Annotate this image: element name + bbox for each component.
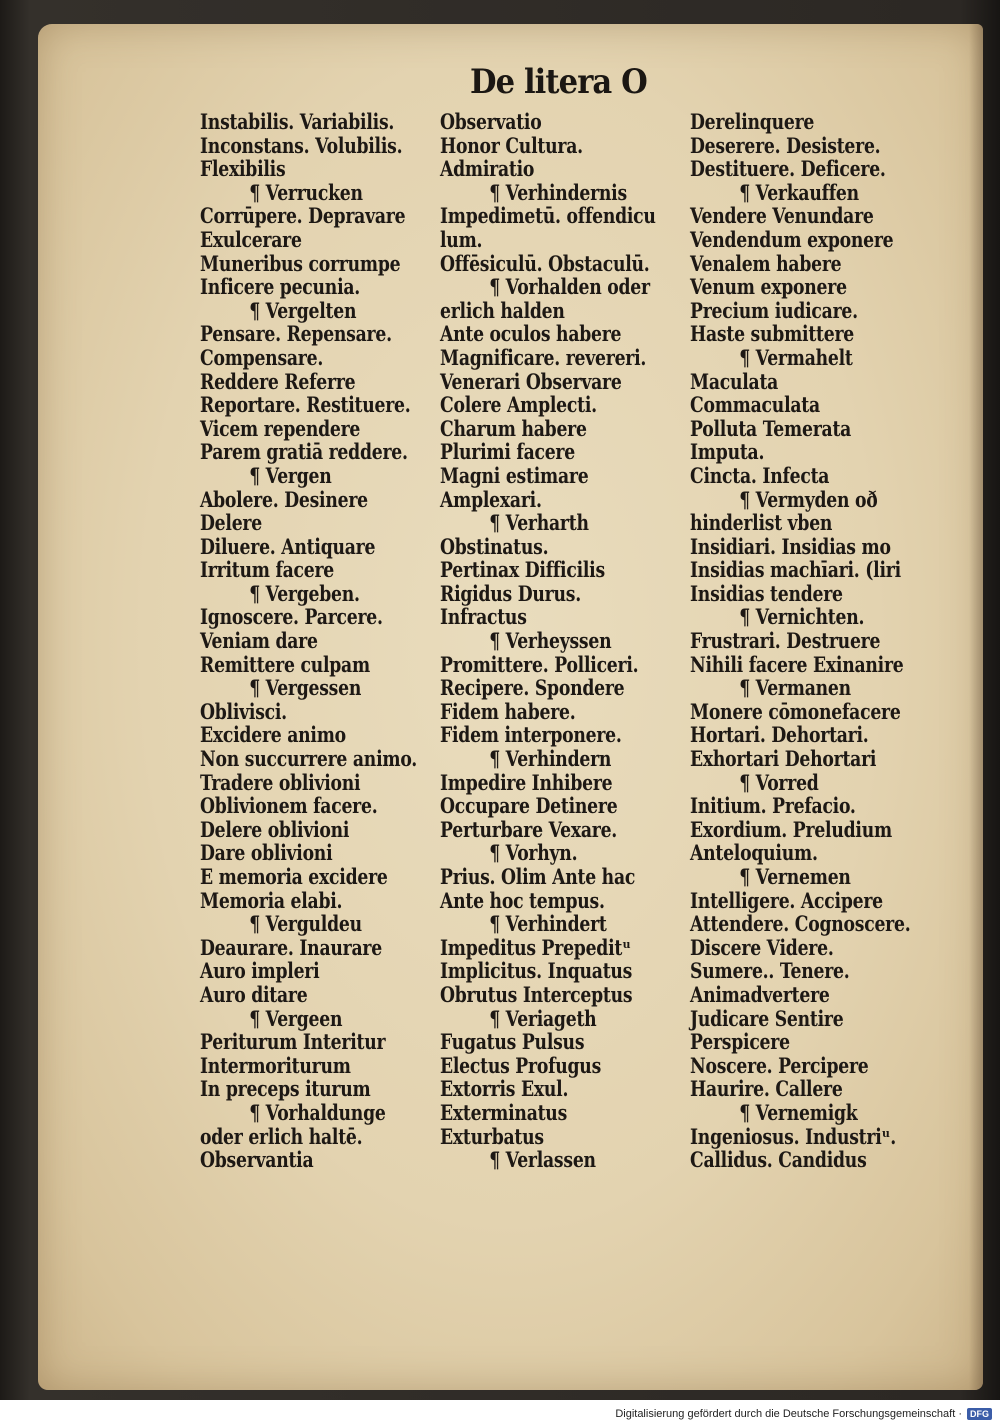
entry-heading: ¶ Verheyssen: [489, 628, 612, 654]
entry-line: Maculata: [690, 368, 779, 394]
entry-line: Inficere pecunia.: [200, 274, 361, 300]
entry-line: Intermoriturum: [200, 1052, 351, 1078]
entry-line: Initium. Prefacio.: [690, 793, 856, 819]
entry-line: Non succurrere animo.: [200, 746, 418, 772]
entry-line: Exulcerare: [200, 226, 302, 252]
page-edge-shadow: [969, 24, 983, 1390]
column-2: [440, 110, 688, 1172]
entry-line: Oblivionem facere.: [200, 793, 378, 819]
entry-line: Tradere oblivioni: [200, 769, 361, 795]
entry-line: Rigidus Durus.: [440, 580, 581, 606]
entry-line: Colere Amplecti.: [440, 392, 597, 418]
entry-line: Flexibilis: [200, 156, 286, 182]
entry-line: Auro ditare: [200, 981, 308, 1007]
entry-line: Attendere. Cognoscere.: [690, 911, 911, 937]
entry-line: Auro impleri: [200, 958, 320, 984]
entry-line: Intelligere. Accipere: [690, 887, 883, 913]
entry-line: Venum exponere: [690, 274, 847, 300]
entry-line: Exordium. Preludium: [690, 816, 892, 842]
entry-heading: ¶ Vergessen: [249, 675, 362, 701]
entry-line: Delere: [200, 510, 262, 536]
dfg-logo: DFG: [967, 1408, 992, 1420]
column-1: [200, 110, 445, 1172]
entry-heading: ¶ Vernichten.: [739, 604, 865, 630]
entry-line: Noscere. Percipere: [690, 1052, 869, 1078]
entry-line: Vicem rependere: [200, 415, 361, 441]
entry-line: Vendere Venundare: [690, 203, 874, 229]
entry-heading: ¶ Verharth: [489, 510, 589, 536]
entry-line: Haurire. Callere: [690, 1076, 843, 1102]
entry-heading: ¶ Verlassen: [489, 1147, 596, 1173]
entry-heading: ¶ Vergen: [249, 462, 332, 488]
entry-line: Impedire Inhibere: [440, 769, 613, 795]
entry-heading: ¶ Veriageth: [489, 1005, 597, 1031]
entry-line: hinderlist vben: [690, 510, 833, 536]
entry-line: Pertinax Difficilis: [440, 557, 605, 583]
entry-line: Monere cōmonefacere: [690, 698, 901, 724]
entry-line: Polluta Temerata: [690, 415, 852, 441]
entry-line: Remittere culpam: [200, 651, 370, 677]
entry-line: Perspicere: [690, 1029, 790, 1055]
entry-line: Reportare. Restituere.: [200, 392, 411, 418]
entry-heading: ¶ Vergeben.: [249, 580, 360, 606]
entry-line: Corrūpere. Depravare: [200, 203, 406, 229]
entry-line: Recipere. Spondere: [440, 675, 625, 701]
entry-line: Compensare.: [200, 344, 324, 370]
column-3: [690, 110, 930, 1172]
entry-line: Perturbare Vexare.: [440, 816, 618, 842]
entry-line: Obrutus Interceptus: [440, 981, 633, 1007]
entry-line: Ingeniosus. Industriᵘ.: [690, 1123, 896, 1149]
entry-line: Electus Profugus: [440, 1052, 602, 1078]
entry-line: Honor Cultura.: [440, 132, 583, 158]
entry-line: Plurimi facere: [440, 439, 575, 465]
entry-heading: ¶ Vergelten: [249, 297, 357, 323]
entry-line: Deaurare. Inaurare: [200, 934, 382, 960]
entry-line: Ignoscere. Parcere.: [200, 604, 383, 630]
entry-heading: ¶ Verrucken: [249, 179, 363, 205]
entry-heading: ¶ Vorhyn.: [489, 840, 578, 866]
entry-heading: ¶ Vorhaldunge: [249, 1099, 386, 1125]
entry-line: Derelinquere: [690, 109, 815, 134]
entry-line: Impedimetū. offendicu: [440, 203, 656, 229]
entry-heading: ¶ Vernemen: [739, 864, 851, 889]
entry-line: Promittere. Polliceri.: [440, 651, 639, 677]
entry-line: Deserere. Desistere.: [690, 132, 881, 158]
entry-heading: ¶ Verhindernis: [489, 179, 627, 205]
entry-line: Oblivisci.: [200, 698, 287, 724]
entry-line: E memoria excidere: [200, 864, 388, 889]
entry-line: Imputa.: [690, 439, 765, 465]
entry-line: Destituere. Deficere.: [690, 156, 886, 182]
entry-heading: ¶ Vorhalden oder: [489, 274, 650, 300]
entry-line: oder erlich haltē.: [200, 1123, 363, 1149]
entry-heading: ¶ Verkauffen: [739, 179, 859, 205]
funding-credit: Digitalisierung gefördert durch die Deutsche Forschungsgemeinschaft ·: [615, 1408, 962, 1420]
entry-line: Offēsiculū. Obstaculū.: [440, 250, 650, 276]
entry-line: Magnificare. revereri.: [440, 344, 647, 370]
entry-line: Memoria elabi.: [200, 887, 343, 913]
entry-line: Magni estimare: [440, 462, 589, 488]
entry-line: Nihili facere Exinanire: [690, 651, 904, 677]
entry-line: Precium iudicare.: [690, 297, 858, 323]
entry-line: Pensare. Repensare.: [200, 321, 392, 347]
entry-line: Judicare Sentire: [690, 1005, 844, 1031]
entry-heading: ¶ Vermyden oð: [739, 486, 878, 512]
entry-line: Vendendum exponere: [690, 226, 894, 252]
entry-line: Insidias tendere: [690, 580, 843, 606]
entry-line: Callidus. Candidus: [690, 1147, 867, 1173]
entry-line: Haste submittere: [690, 321, 855, 347]
entry-line: Fugatus Pulsus: [440, 1029, 585, 1055]
entry-line: Ante hoc tempus.: [440, 887, 605, 913]
entry-heading: ¶ Vergeen: [249, 1005, 343, 1031]
entry-line: Discere Videre.: [690, 934, 834, 960]
entry-line: Instabilis. Variabilis.: [200, 109, 395, 134]
entry-line: Parem gratiā reddere.: [200, 439, 408, 465]
entry-line: Anteloquium.: [690, 840, 818, 866]
entry-line: Charum habere: [440, 415, 587, 441]
entry-heading: ¶ Verguldeu: [249, 911, 362, 937]
entry-line: Obstinatus.: [440, 533, 549, 559]
entry-line: Exhortari Dehortari: [690, 746, 877, 772]
entry-line: Ante oculos habere: [440, 321, 622, 347]
entry-line: Insidias machīari. (liri: [690, 557, 901, 583]
entry-line: Exturbatus: [440, 1123, 544, 1149]
entry-line: erlich halden: [440, 297, 565, 323]
entry-heading: ¶ Vermanen: [739, 675, 851, 701]
entry-line: Observatio: [440, 109, 542, 134]
entry-line: Observantia: [200, 1147, 314, 1173]
entry-heading: ¶ Verhindert: [489, 911, 607, 937]
entry-line: Sumere.. Tenere.: [690, 958, 850, 984]
entry-line: Delere oblivioni: [200, 816, 350, 842]
entry-line: Prius. Olim Ante hac: [440, 864, 636, 889]
entry-line: Admiratio: [440, 156, 535, 182]
entry-line: Cincta. Infecta: [690, 462, 830, 488]
entry-line: Dare oblivioni: [200, 840, 333, 866]
entry-line: In preceps iturum: [200, 1076, 371, 1102]
entry-line: Irritum facere: [200, 557, 335, 583]
entry-line: lum.: [440, 226, 483, 252]
entry-heading: ¶ Vorred: [739, 769, 819, 795]
footer-bar: [0, 1400, 1000, 1425]
entry-line: Fidem habere.: [440, 698, 576, 724]
entry-line: Periturum Interitur: [200, 1029, 386, 1055]
entry-line: Muneribus corrumpe: [200, 250, 401, 276]
entry-line: Excidere animo: [200, 722, 346, 748]
entry-line: Fidem interponere.: [440, 722, 622, 748]
entry-line: Commaculata: [690, 392, 820, 418]
entry-line: Implicitus. Inquatus: [440, 958, 633, 984]
entry-line: Amplexari.: [440, 486, 542, 512]
entry-line: Frustrari. Destruere: [690, 628, 881, 654]
entry-line: Infractus: [440, 604, 527, 630]
entry-line: Exterminatus: [440, 1099, 568, 1125]
entry-line: Animadvertere: [690, 981, 830, 1007]
entry-line: Diluere. Antiquare: [200, 533, 376, 559]
entry-line: Venerari Observare: [440, 368, 622, 394]
entry-line: Impeditus Prepeditᵘ: [440, 934, 631, 960]
entry-line: Veniam dare: [200, 628, 318, 654]
entry-heading: ¶ Vernemigk: [739, 1099, 858, 1125]
entry-heading: ¶ Vermahelt: [739, 344, 853, 370]
entry-line: Occupare Detinere: [440, 793, 618, 819]
entry-line: Abolere. Desinere: [200, 486, 368, 512]
entry-heading: ¶ Verhindern: [489, 746, 612, 772]
entry-line: Reddere Referre: [200, 368, 356, 394]
entry-line: Venalem habere: [690, 250, 842, 276]
entry-line: Insidiari. Insidias mo: [690, 533, 891, 559]
entry-line: Inconstans. Volubilis.: [200, 132, 403, 158]
entry-line: Hortari. Dehortari.: [690, 722, 869, 748]
entry-line: Extorris Exul.: [440, 1076, 569, 1102]
running-head: De litera O: [470, 62, 647, 102]
